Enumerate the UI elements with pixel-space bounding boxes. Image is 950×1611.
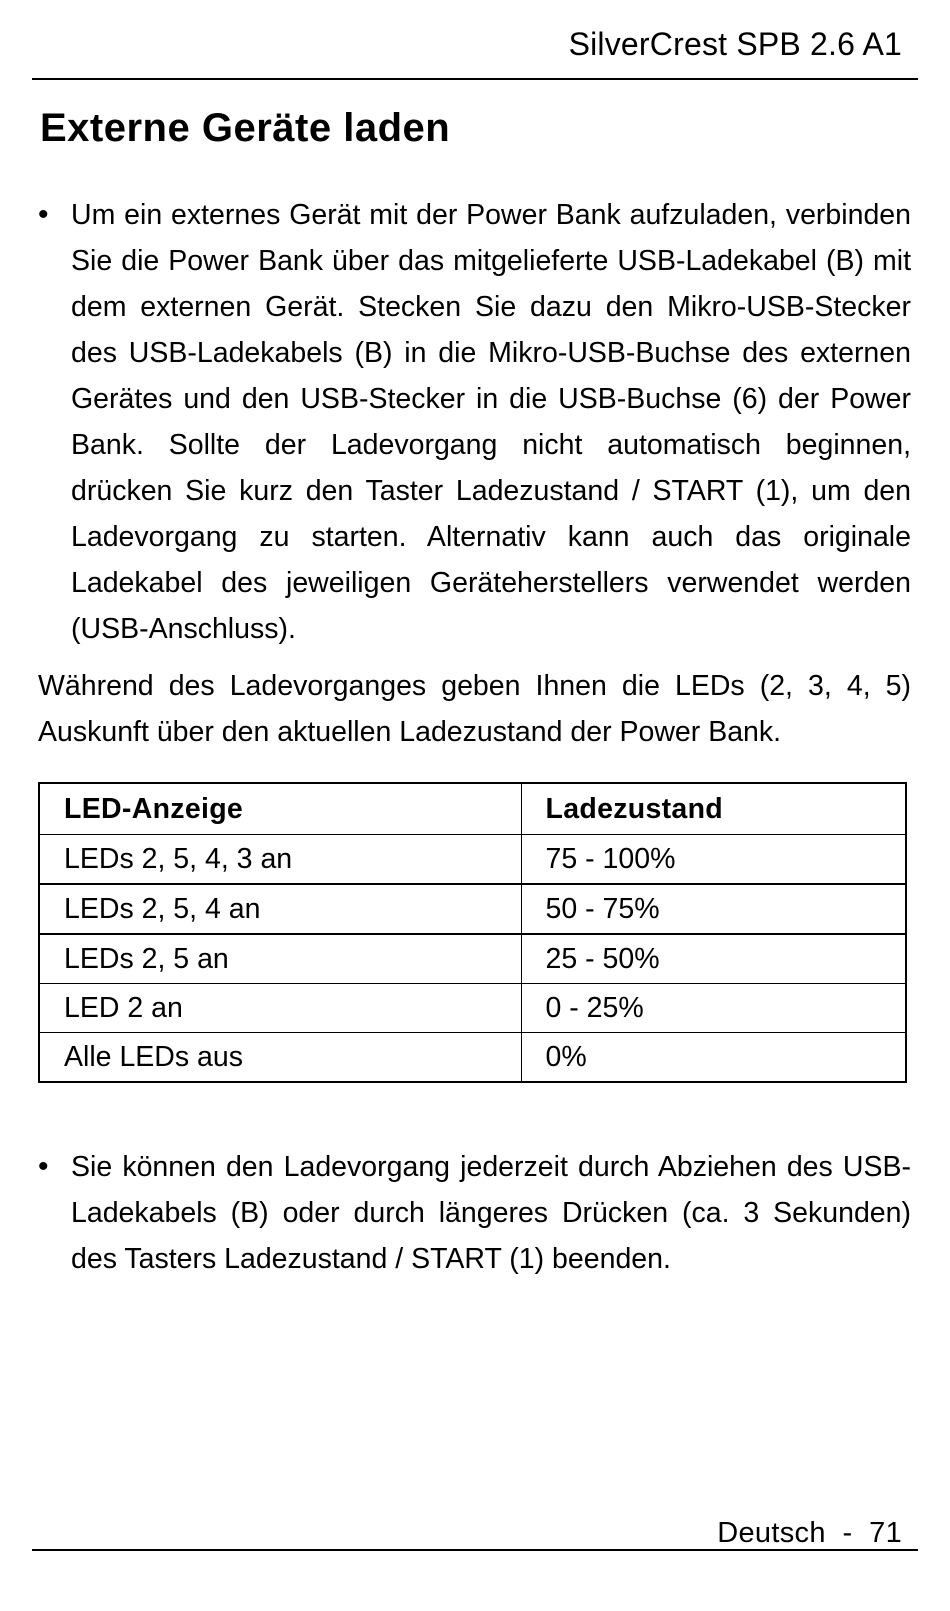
charge-state-cell: 0 - 25% [521,984,906,1033]
bullet-icon: • [38,198,49,231]
header-rule [32,78,918,80]
table-row [39,835,906,885]
table-row [39,1033,906,1083]
led-display-cell: LEDs 2, 5, 4, 3 an [39,835,521,885]
led-display-cell: Alle LEDs aus [39,1033,521,1083]
led-display-cell: LEDs 2, 5 an [39,934,521,984]
led-display-cell: LED 2 an [39,984,521,1033]
charge-state-cell: 0% [521,1033,906,1083]
bullet-item-stop [38,1144,911,1282]
column-header-led-display: LED-Anzeige [39,783,521,835]
column-header-charge-state: Ladezustand [521,783,906,835]
bullet-text-connect: Um ein externes Gerät mit der Power Bank aufzuladen, verbinden Sie die Power Bank über das mitgelieferte USB-Ladekabel (B) mit dem externen Gerät. Stecken Sie dazu den Mikro-USB-Stecker des USB-Ladekabels (B) in die Mikro-USB-Buchse des externen Gerätes und den USB-Stecker in die USB-Buchse (6) der Power Bank. Sollte der Ladevorgang nicht automatisch beginnen, drücken Sie kurz den Taster Ladezustand / START (1), um den Ladevorgang zu starten. Alternativ kann auch das originale Ladekabel des jeweiligen Geräteherstellers verwendet werden (USB-Anschluss). [71,199,911,645]
bullet-text-stop: Sie können den Ladevorgang jederzeit durch Abziehen des USB-Ladekabels (B) oder durch längeres Drücken (ca. 3 Sekunden) des Tasters Ladezustand / START (1) beenden. [71,1151,911,1275]
charge-state-cell: 25 - 50% [521,934,906,984]
table-row [39,934,906,984]
table-row [39,884,906,934]
led-status-table [38,782,907,1083]
charge-state-cell: 50 - 75% [521,884,906,934]
bullet-item-connect [38,192,911,652]
section-title: Externe Geräte laden [40,106,451,150]
led-info-paragraph: Während des Ladevorganges geben Ihnen die LEDs (2, 3, 4, 5) Auskunft über den aktuellen Ladezustand der Power Bank. [38,670,911,748]
bullet-icon: • [38,1150,49,1183]
table-header-row [39,783,906,835]
page-footer: Deutsch - 71 [717,1517,902,1549]
table-row [39,984,906,1033]
running-header: SilverCrest SPB 2.6 A1 [568,26,902,62]
led-display-cell: LEDs 2, 5, 4 an [39,884,521,934]
charge-state-cell: 75 - 100% [521,835,906,885]
